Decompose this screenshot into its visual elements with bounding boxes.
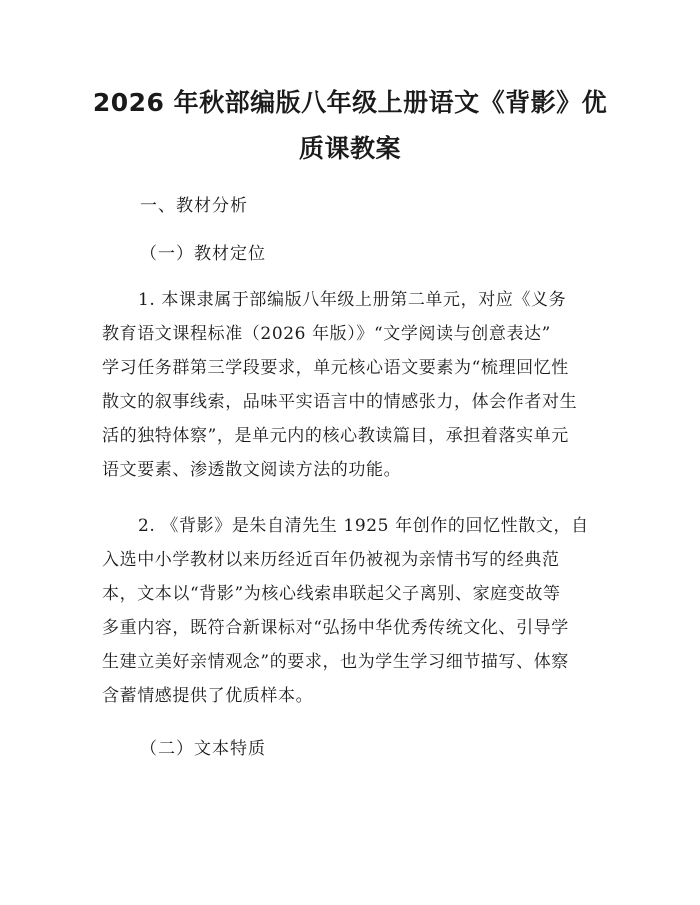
paragraph-positioning: [102, 283, 602, 487]
paragraph-text-background: [102, 509, 602, 713]
paragraph-line: 散文的叙事线索，品味平实语言中的情感张力，体会作者对生: [102, 392, 578, 412]
paragraph-line: 生建立美好亲情观念”的要求，也为学生学习细节描写、体察: [102, 652, 569, 672]
paragraph-line: 含蓄情感提供了优质样本。: [102, 686, 314, 706]
subsection-heading-text-features: （二）文本特质: [140, 739, 266, 759]
paragraph-line: 多重内容，既符合新课标对“弘扬中华优秀传统文化、引导学: [102, 618, 569, 638]
document-title-line-1: 2026 年秋部编版八年级上册语文《背影》优: [92, 88, 608, 117]
paragraph-line: 入选中小学教材以来历经近百年仍被视为亲情书写的经典范: [102, 550, 560, 570]
paragraph-line: 本，文本以“背影”为核心线索串联起父子离别、家庭变故等: [102, 584, 561, 604]
subsection-heading-positioning: （一）教材定位: [140, 244, 266, 264]
paragraph-line: 活的独特体察”，是单元内的核心教读篇目，承担着落实单元: [102, 426, 569, 446]
paragraph-line: 语文要素、渗透散文阅读方法的功能。: [102, 460, 402, 480]
paragraph-line: 2. 《背影》是朱自清先生 1925 年创作的回忆性散文，自: [138, 516, 589, 536]
document-title-line-2: 质课教案: [298, 134, 401, 163]
paragraph-line: 教育语文课程标准（2026 年版）》“文学阅读与创意表达”: [102, 324, 551, 344]
paragraph-line: 学习任务群第三学段要求，单元核心语文要素为“梳理回忆性: [102, 358, 569, 378]
section-heading-textbook-analysis: 一、教材分析: [140, 196, 248, 216]
paragraph-line: 1. 本课隶属于部编版八年级上册第二单元，对应《义务: [138, 290, 567, 310]
